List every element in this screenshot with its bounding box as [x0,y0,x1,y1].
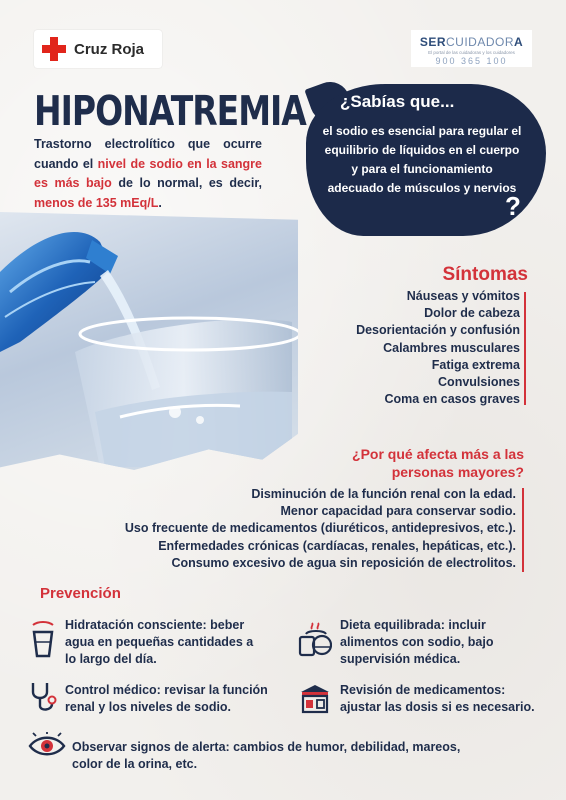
sercuidadora-phone: 900 365 100 [435,56,508,66]
prevention-item-medical-control: Control médico: revisar la función renal y los niveles de sodio. [65,683,268,714]
water-glass-icon [30,620,56,658]
reason-item: Menor capacidad para conservar sodio. [280,504,516,519]
reason-item: Uso frecuente de medicamentos (diuréticos, antidepresivos, etc.). [124,521,516,536]
sercuidadora-name: SERCUIDADORA [419,35,524,49]
cruz-roja-text: Cruz Roja [74,40,145,58]
symptom-item: Calambres musculares [383,340,520,355]
why-elderly-title: ¿Por qué afecta más a las personas mayores? [352,446,524,480]
did-you-know-text: el sodio es esencial para regular el equilibrio de líquidos en el cuerpo y para el funcionamiento adecuado de músculos y nervios [322,124,522,195]
symptom-item: Desorientación y confusión [356,323,520,338]
stethoscope-icon [28,680,58,714]
intro-highlight-threshold: menos de 135 mEq/L [34,195,159,210]
water-bottle-glass-illustration [0,212,298,470]
prevention-item-hydration: Hidratación consciente: beber agua en pequeñas cantidades a lo largo del día. [65,618,254,666]
reason-item: Consumo excesivo de agua sin reposición de electrolitos. [171,555,516,570]
symptom-item: Coma en casos graves [384,392,520,407]
sercuidadora-tagline: El portal de las cuidadoras y los cuidadores [428,50,515,55]
prevention-item-diet: Dieta equilibrada: incluir alimentos con sodio, bajo supervisión médica. [340,618,494,666]
pharmacy-icon [298,682,332,714]
intro-text: Trastorno electrolítico que ocurre cuando el nivel de sodio en la sangre es más bajo de lo normal, es decir, menos de 135 mEq/L. [34,137,262,210]
symptom-item: Fatiga extrema [431,357,520,372]
food-bowl-icon [298,620,332,658]
page-title: HIPONATREMIA [34,86,306,135]
prevention-title: Prevención [40,585,121,602]
symptom-item: Náuseas y vómitos [406,289,520,303]
cruz-roja-logo[interactable] [34,30,162,68]
question-mark-icon: ? [505,191,521,221]
symptom-item: Convulsiones [438,375,520,390]
reason-item: Enfermedades crónicas (cardíacas, renales, hepáticas, etc.). [158,538,516,553]
symptoms-list [356,288,520,408]
eye-icon [28,732,66,760]
why-accent-bar [522,488,524,572]
intro-highlight-sodium: nivel de sodio en la sangre es más bajo [34,156,262,190]
prevention-item-medication-review: Revisión de medicamentos: ajustar las dosis si es necesario. [340,683,535,714]
symptoms-title: Síntomas [442,264,528,285]
symptoms-accent-bar [524,292,526,405]
red-cross-icon [42,37,66,61]
did-you-know-title: ¿Sabías que... [340,92,455,111]
prevention-item-warning-signs: Observar signos de alerta: cambios de humor, debilidad, mareos, color de la orina, etc. [72,740,461,771]
reason-item: Disminución de la función renal con la edad. [251,487,516,501]
water-pouring-photo [0,212,298,470]
why-elderly-list [125,486,516,572]
symptom-item: Dolor de cabeza [424,306,520,321]
sercuidadora-logo[interactable] [411,30,532,67]
